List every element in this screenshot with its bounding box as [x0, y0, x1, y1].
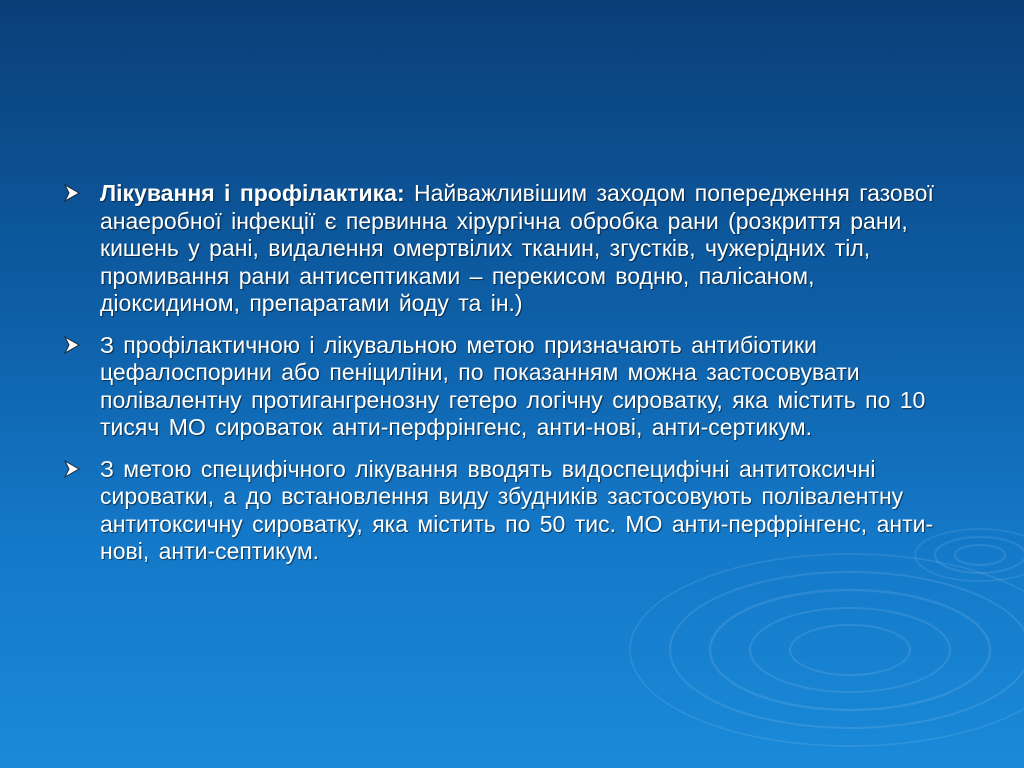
- arrow-bullet-icon: [64, 460, 80, 478]
- bullet-text: Найважливішим заходом попередження газової анаеробної інфекції є первинна хірургічна обробка рани (розкриття рани, кишень у рані, видалення омертвілих тканин, згустків, чужерідних тіл, промивання рани антисептиками – перекисом водню, палісаном, діоксидином, препаратами йоду та ін.): [100, 180, 934, 316]
- bullet-text: З профілактичною і лікувальною метою призначають антибіотики цефалоспорини або пеніциліни, по показанням можна застосовувати полівалентну протигангренозну гетеро логічну сироватку, яка містить по 10 тисяч МО сироваток анти-перфрінгенс, анти-нові, анти-сертикум.: [100, 331, 926, 440]
- arrow-bullet-icon: [64, 184, 80, 202]
- bullet-item-treatment: [60, 180, 960, 318]
- bullet-lead: Лікування і профілактика:: [100, 180, 405, 206]
- bullet-item-specific-treatment: [60, 456, 960, 566]
- arrow-bullet-icon: [64, 336, 80, 354]
- bullet-item-antibiotics: [60, 332, 960, 442]
- bullet-text: З метою специфічного лікування вводять видоспецифічні антитоксичні сироватки, а до встановлення виду збудників застосовують полівалентну антитоксичну сироватку, яка містить по 50 тис. МО анти-перфрінгенс, анти-нові, анти-септикум.: [100, 455, 934, 564]
- bullet-list: [60, 180, 960, 580]
